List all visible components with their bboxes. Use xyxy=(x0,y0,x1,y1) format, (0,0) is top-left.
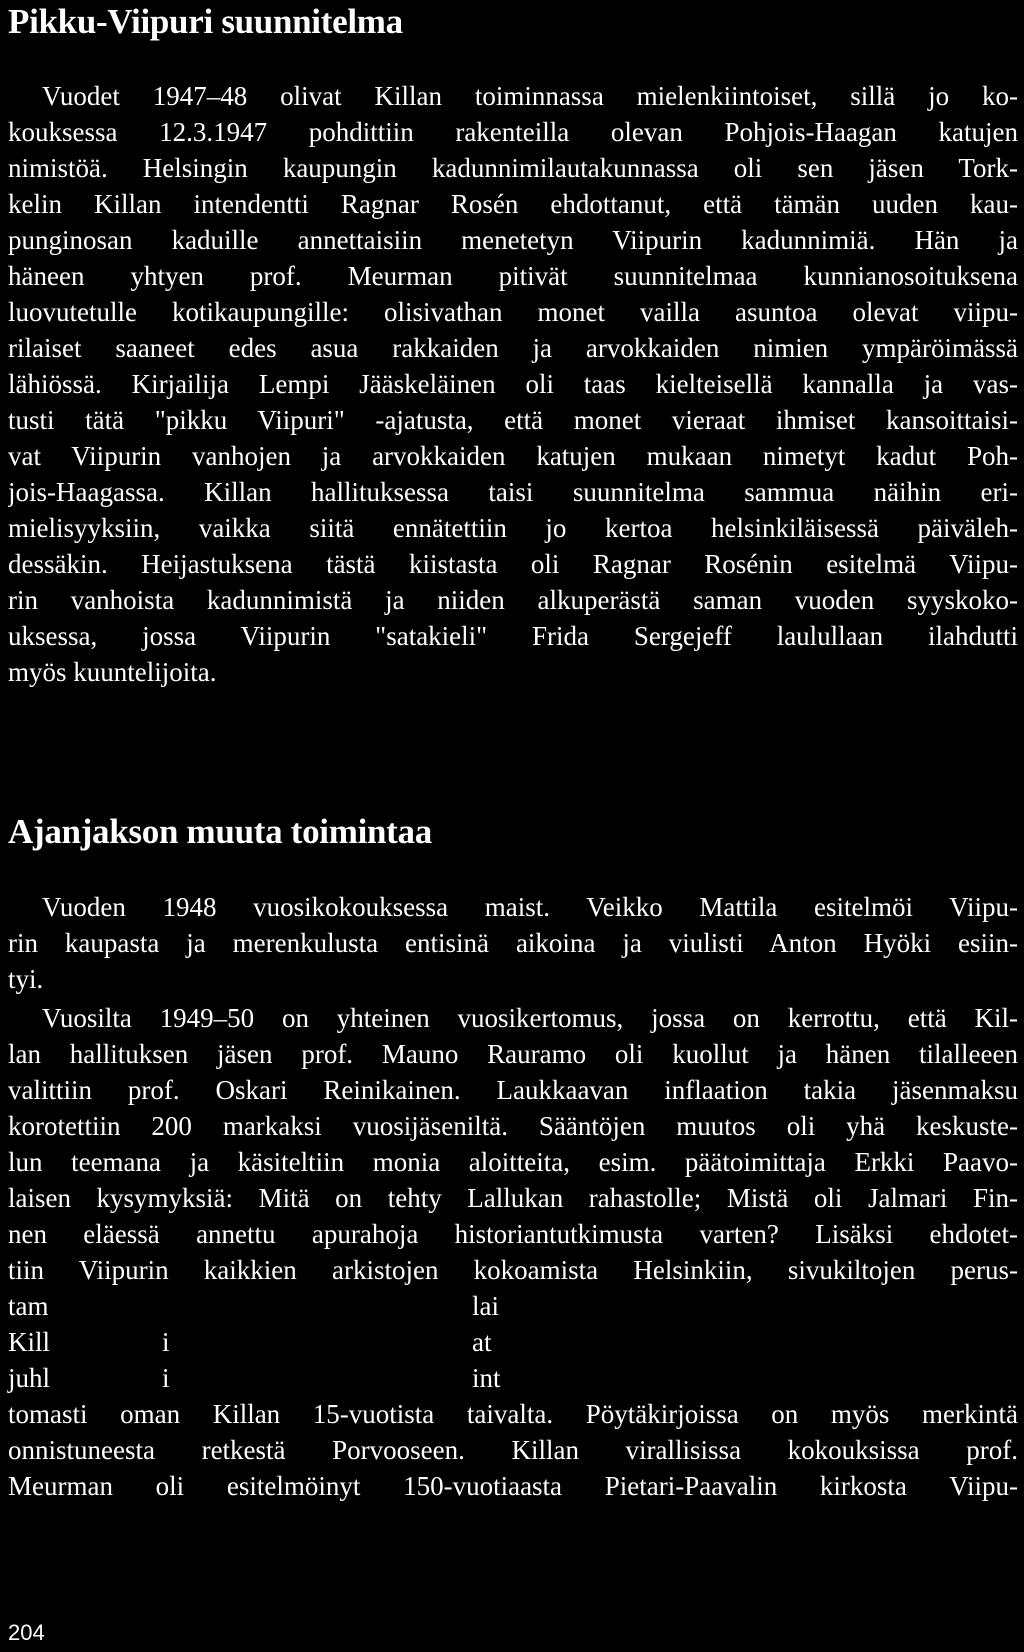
section-body-ajanjakson-para2 xyxy=(8,1000,1018,1504)
text-line: Meurman oli esitelmöinyt 150-vuotiaasta Pietari-Paavalin kirkosta Viipu- xyxy=(8,1471,1018,1501)
text-line: tomasti oman Killan 15-vuotista taivalta. Pöytäkirjoissa on myös merkintä xyxy=(8,1399,1018,1429)
text-line: rin vanhoista kadunnimistä ja niiden alkuperästä saman vuoden syyskoko- xyxy=(8,585,1018,615)
text-fragment: lai xyxy=(472,1291,499,1321)
fragment-row xyxy=(8,1324,1018,1360)
text-line: lähiössä. Kirjailija Lempi Jääskeläinen oli taas kielteisellä kannalla ja vas- xyxy=(8,369,1018,399)
text-line: nimistöä. Helsingin kaupungin kadunnimilautakunnassa oli sen jäsen Tork- xyxy=(8,153,1018,183)
section-body-ajanjakson-para1 xyxy=(8,889,1018,997)
text-line: laisen kysymyksiä: Mitä on tehty Lallukan rahastolle; Mistä oli Jalmari Fin- xyxy=(8,1183,1018,1213)
text-line: kouksessa 12.3.1947 pohdittiin rakenteilla olevan Pohjois-Haagan katujen xyxy=(8,117,1018,147)
text-line: rin kaupasta ja merenkulusta entisinä aikoina ja viulisti Anton Hyöki esiin- xyxy=(8,928,1018,958)
text-line: kelin Killan intendentti Ragnar Rosén ehdottanut, että tämän uuden kau- xyxy=(8,189,1018,219)
text-line: Vuosilta 1949–50 on yhteinen vuosikertomus, jossa on kerrottu, että Kil- xyxy=(42,1003,1018,1033)
text-line: dessäkin. Heijastuksena tästä kiistasta oli Ragnar Rosénin esitelmä Viipu- xyxy=(8,549,1018,579)
text-line: nen eläessä annettu apurahoja historiantutkimusta varten? Lisäksi ehdotet- xyxy=(8,1219,1018,1249)
text-fragment: i xyxy=(162,1327,170,1357)
text-line: rilaiset saaneet edes asua rakkaiden ja arvokkaiden nimien ympäröimässä xyxy=(8,333,1018,363)
text-line: punginosan kaduille annettaisiin menetetyn Viipurin kadunnimiä. Hän ja xyxy=(8,225,1018,255)
section-heading-pikku-viipuri: Pikku-Viipuri suunnitelma xyxy=(8,2,403,41)
text-line: lan hallituksen jäsen prof. Mauno Rauramo oli kuollut ja hänen tilalleeen xyxy=(8,1039,1018,1069)
text-fragment: i xyxy=(162,1363,170,1393)
text-line: lun teemana ja käsiteltiin monia aloitteita, esim. päätoimittaja Erkki Paavo- xyxy=(8,1147,1018,1177)
text-fragment: at xyxy=(472,1327,492,1357)
text-line: Vuoden 1948 vuosikokouksessa maist. Veikko Mattila esitelmöi Viipu- xyxy=(42,892,1018,922)
text-line: onnistuneesta retkestä Porvooseen. Killan virallisissa kokouksissa prof. xyxy=(8,1435,1018,1465)
text-line: häneen yhtyen prof. Meurman pitivät suunnitelmaa kunnianosoituksena xyxy=(8,261,1018,291)
text-line: jois-Haagassa. Killan hallituksessa taisi suunnitelma sammua näihin eri- xyxy=(8,477,1018,507)
page-number: 204 xyxy=(8,1620,45,1645)
section-body-pikku-viipuri xyxy=(8,78,1018,690)
text-line: vat Viipurin vanhojen ja arvokkaiden katujen mukaan nimetyt kadut Poh- xyxy=(8,441,1018,471)
text-line: uksessa, jossa Viipurin "satakieli" Frida Sergejeff laulullaan ilahdutti xyxy=(8,621,1018,651)
text-fragment: tam xyxy=(8,1291,49,1321)
fragment-row xyxy=(8,1360,1018,1396)
fragment-row xyxy=(8,1288,1018,1324)
text-line: korotettiin 200 markaksi vuosijäseniltä. Sääntöjen muutos oli yhä keskuste- xyxy=(8,1111,1018,1141)
text-line: valittiin prof. Oskari Reinikainen. Laukkaavan inflaation takia jäsenmaksu xyxy=(8,1075,1018,1105)
text-line: mielisyyksiin, vaikka siitä ennätettiin jo kertoa helsinkiläisessä päiväleh- xyxy=(8,513,1018,543)
text-line: luovutetulle kotikaupungille: olisivathan monet vailla asuntoa olevat viipu- xyxy=(8,297,1018,327)
text-fragment: int xyxy=(472,1363,501,1393)
text-line: Vuodet 1947–48 olivat Killan toiminnassa mielenkiintoiset, sillä jo ko- xyxy=(42,81,1018,111)
text-line: tiin Viipurin kaikkien arkistojen kokoamista Helsinkiin, sivukiltojen perus- xyxy=(8,1255,1018,1285)
section-heading-ajanjakson: Ajanjakson muuta toimintaa xyxy=(8,812,432,851)
text-line: myös kuuntelijoita. xyxy=(8,657,217,687)
text-fragment: Kill xyxy=(8,1327,51,1357)
text-line: tyi. xyxy=(8,964,44,994)
text-fragment: juhl xyxy=(8,1363,51,1393)
text-line: tusti tätä "pikku Viipuri" -ajatusta, että monet vieraat ihmiset kansoittaisi- xyxy=(8,405,1018,435)
